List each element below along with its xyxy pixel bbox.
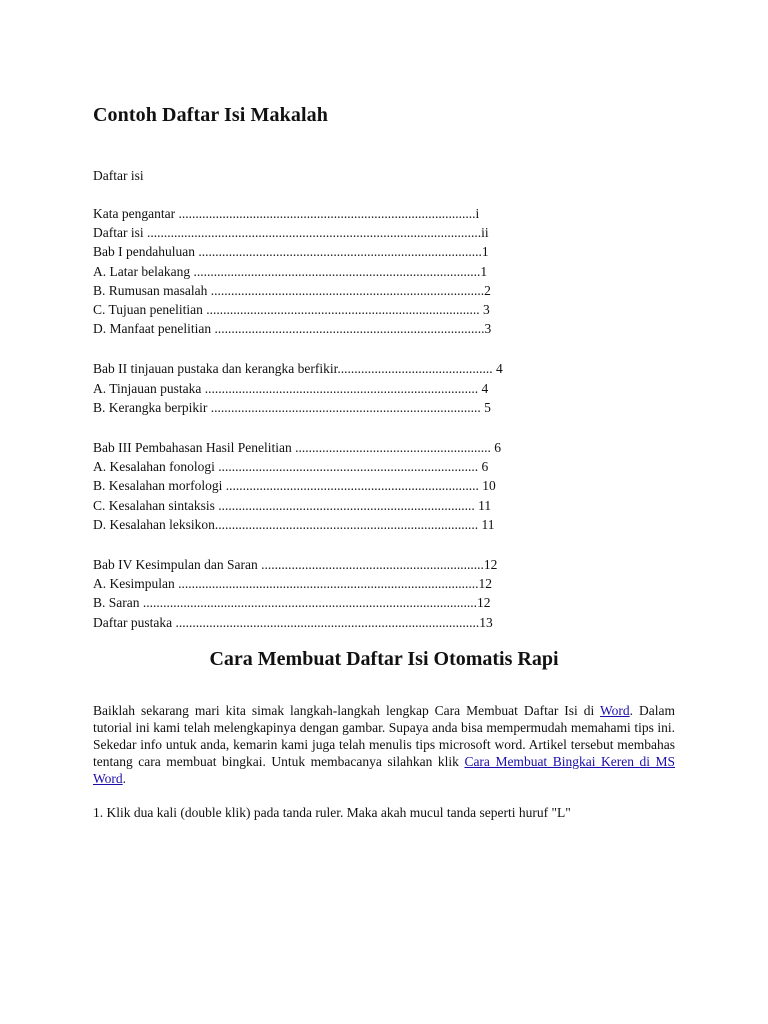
step-1: 1. Klik dua kali (double klik) pada tanda ruler. Maka akah mucul tanda seperti huruf "L" [93,804,571,820]
toc-group-front [93,204,675,338]
toc-entry: Bab IV Kesimpulan dan Saran ..................................................................12 [93,557,498,573]
toc-entry: Bab III Pembahasan Hasil Penelitian .......................................................... 6 [93,440,501,456]
toc-group-bab4 [93,555,675,632]
toc-heading: Daftar isi [93,168,144,183]
paragraph-text: . [122,770,127,786]
toc-entry: Bab I pendahuluan ....................................................................................1 [93,244,489,260]
toc-group-bab2 [93,359,675,417]
toc-entry: D. Manfaat penelitian ................................................................................3 [93,321,492,337]
toc-entry: A. Latar belakang .....................................................................................1 [93,263,488,279]
word-link[interactable]: Word [599,702,630,718]
toc-entry: A. Tinjauan pustaka ................................................................................. 4 [93,380,489,396]
section-title: Cara Membuat Daftar Isi Otomatis Rapi [209,647,559,670]
toc-entry: Bab II tinjauan pustaka dan kerangka berfikir.............................................. 4 [93,361,503,377]
toc-entry: D. Kesalahan leksikon.............................................................................. 11 [93,516,495,532]
toc-entry: Kata pengantar ........................................................................................i [93,206,480,221]
toc-entry: A. Kesalahan fonologi ............................................................................. 6 [93,459,489,475]
toc-entry: C. Tujuan penelitian ................................................................................. 3 [93,302,490,318]
document-page [93,104,675,834]
bingkai-article-link[interactable]: Cara Membuat Bingkai Keren di MS Word [93,753,676,786]
toc-entry: Daftar isi ...................................................................................................ii [93,225,489,241]
toc-entry: B. Kesalahan morfologi ........................................................................... 10 [93,478,496,494]
toc-entry: B. Kerangka berpikir ................................................................................ 5 [93,399,491,415]
toc-entry: Daftar pustaka ..........................................................................................13 [93,614,493,630]
toc-group-bab3 [93,438,675,534]
document-title: Contoh Daftar Isi Makalah [93,104,328,126]
paragraph-text: Baiklah sekarang mari kita simak langkah-langkah lengkap Cara Membuat Daftar Isi di [93,702,600,718]
toc-entry: B. Rumusan masalah .................................................................................2 [93,282,491,298]
toc-entry: C. Kesalahan sintaksis ............................................................................ 11 [93,497,492,513]
toc-entry: B. Saran ...................................................................................................12 [93,595,491,611]
intro-paragraph [93,702,675,787]
paragraph-text: . Dalam tutorial ini kami telah melengkapinya dengan gambar. Supaya anda bisa mempermudah memahami tips ini. Sekedar info untuk anda, kemarin kami juga telah menulis tips microsoft word. Artikel tersebut membahas tentang cara membuat bingkai. Untuk membacanya silahkan klik [93,702,675,769]
toc-entry: A. Kesimpulan .........................................................................................12 [93,576,492,592]
